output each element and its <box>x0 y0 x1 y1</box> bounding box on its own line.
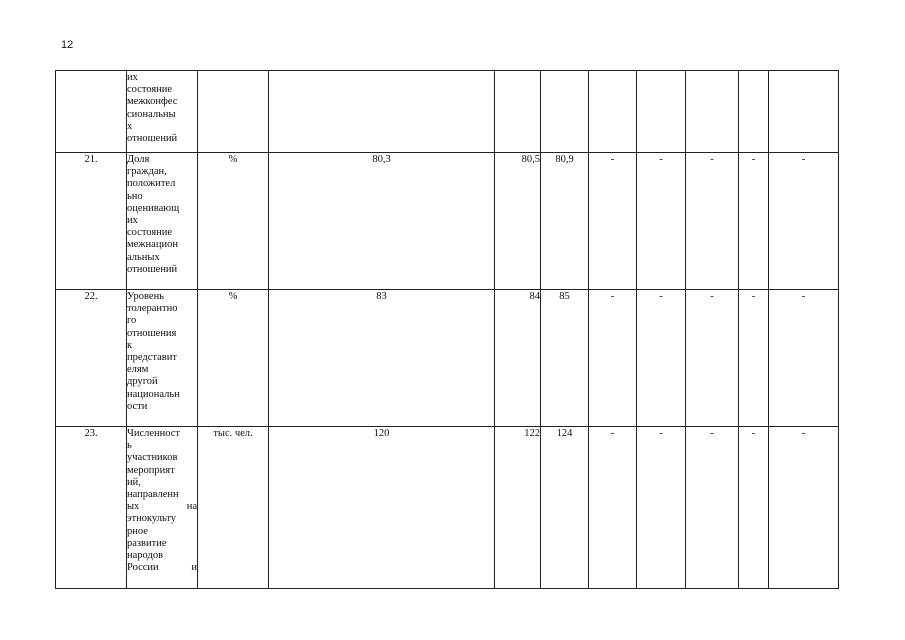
page-number: 12 <box>61 39 74 51</box>
indicator-name-line: х <box>127 120 133 132</box>
year-value-cell: - <box>686 290 739 427</box>
indicator-name-line: участников <box>127 452 178 464</box>
indicator-name-line: их <box>127 72 138 83</box>
indicator-name-line: межнацион <box>127 239 178 251</box>
unit-cell: % <box>198 153 269 290</box>
year-value-cell: - <box>637 427 686 589</box>
indicator-name-line: состояние <box>127 227 173 239</box>
year-value-cell <box>589 71 637 153</box>
indicator-name-line: народов <box>127 550 164 562</box>
indicator-name-line: состояние <box>127 84 173 96</box>
year-value-cell: 84 <box>495 290 541 427</box>
year-value-cell: - <box>637 153 686 290</box>
indicator-name-line: толерантно <box>127 303 178 315</box>
year-value-cell: - <box>589 290 637 427</box>
indicator-name-line: сиональны <box>127 108 176 120</box>
unit-cell: % <box>198 290 269 427</box>
indicator-name-line: развитие <box>127 537 167 549</box>
indicator-name-line: отношений <box>127 133 178 145</box>
indicator-name-cell <box>127 71 198 153</box>
base-value-cell: 80,3 <box>269 153 495 290</box>
indicator-name-line: ь <box>127 440 132 452</box>
row-number-cell <box>56 71 127 153</box>
indicator-name-line: мероприят <box>127 464 175 476</box>
indicator-name-cell <box>127 290 198 427</box>
indicator-name-line: го <box>127 315 137 327</box>
base-value-cell: 120 <box>269 427 495 589</box>
year-value-cell <box>495 71 541 153</box>
indicator-name-cell <box>127 427 198 589</box>
indicator-name-line: отношения <box>127 327 177 339</box>
year-value-cell: - <box>686 427 739 589</box>
indicator-name-line: России и <box>127 562 197 574</box>
indicator-name-line: отношений <box>127 263 178 275</box>
year-value-cell: 122 <box>495 427 541 589</box>
indicator-name-line: рное <box>127 525 148 537</box>
year-value-cell <box>739 71 769 153</box>
table-row <box>56 290 839 427</box>
indicator-name-line: к <box>127 339 133 351</box>
indicator-name-line: ых на <box>127 501 197 513</box>
table-row <box>56 71 839 153</box>
year-value-cell: 124 <box>541 427 589 589</box>
indicator-name-line: этнокульту <box>127 513 177 525</box>
indicator-name-line: их <box>127 215 138 227</box>
unit-cell: тыс. чел. <box>198 427 269 589</box>
indicator-name-line: оценивающ <box>127 202 180 214</box>
year-value-cell: - <box>769 290 839 427</box>
year-value-cell <box>686 71 739 153</box>
year-value-cell: - <box>739 290 769 427</box>
indicator-name-line: Доля <box>127 154 150 165</box>
unit-cell <box>198 71 269 153</box>
year-value-cell: - <box>769 153 839 290</box>
year-value-cell: - <box>739 427 769 589</box>
year-value-cell: - <box>739 153 769 290</box>
indicator-name-line: елям <box>127 364 149 376</box>
year-value-cell: - <box>769 427 839 589</box>
year-value-cell: - <box>686 153 739 290</box>
base-value-cell <box>269 71 495 153</box>
indicator-name-line: граждан, <box>127 166 167 178</box>
indicator-name-line: другой <box>127 376 158 388</box>
year-value-cell <box>637 71 686 153</box>
year-value-cell <box>541 71 589 153</box>
table-row <box>56 427 839 589</box>
indicator-name-line: межконфес <box>127 96 178 108</box>
indicator-name-line: ий, <box>127 476 141 488</box>
indicator-name-line: ости <box>127 400 148 412</box>
table-body <box>56 71 839 589</box>
year-value-cell <box>769 71 839 153</box>
row-number-cell: 21. <box>56 153 127 290</box>
indicator-name-line: Численност <box>127 428 181 439</box>
indicator-name-line: национальн <box>127 388 180 400</box>
indicator-name-line: ьно <box>127 190 143 202</box>
year-value-cell: 80,9 <box>541 153 589 290</box>
indicator-name-line: представит <box>127 352 177 364</box>
year-value-cell: - <box>637 290 686 427</box>
indicator-name-line: альных <box>127 251 160 263</box>
indicator-name-cell <box>127 153 198 290</box>
year-value-cell: 85 <box>541 290 589 427</box>
indicator-name-line: направленн <box>127 489 179 501</box>
base-value-cell: 83 <box>269 290 495 427</box>
row-number-cell: 22. <box>56 290 127 427</box>
year-value-cell: - <box>589 427 637 589</box>
year-value-cell: 80,5 <box>495 153 541 290</box>
year-value-cell: - <box>589 153 637 290</box>
row-number-cell: 23. <box>56 427 127 589</box>
indicator-name-line: положител <box>127 178 176 190</box>
indicators-table <box>55 70 839 589</box>
table-row <box>56 153 839 290</box>
indicator-name-line: Уровень <box>127 291 164 302</box>
